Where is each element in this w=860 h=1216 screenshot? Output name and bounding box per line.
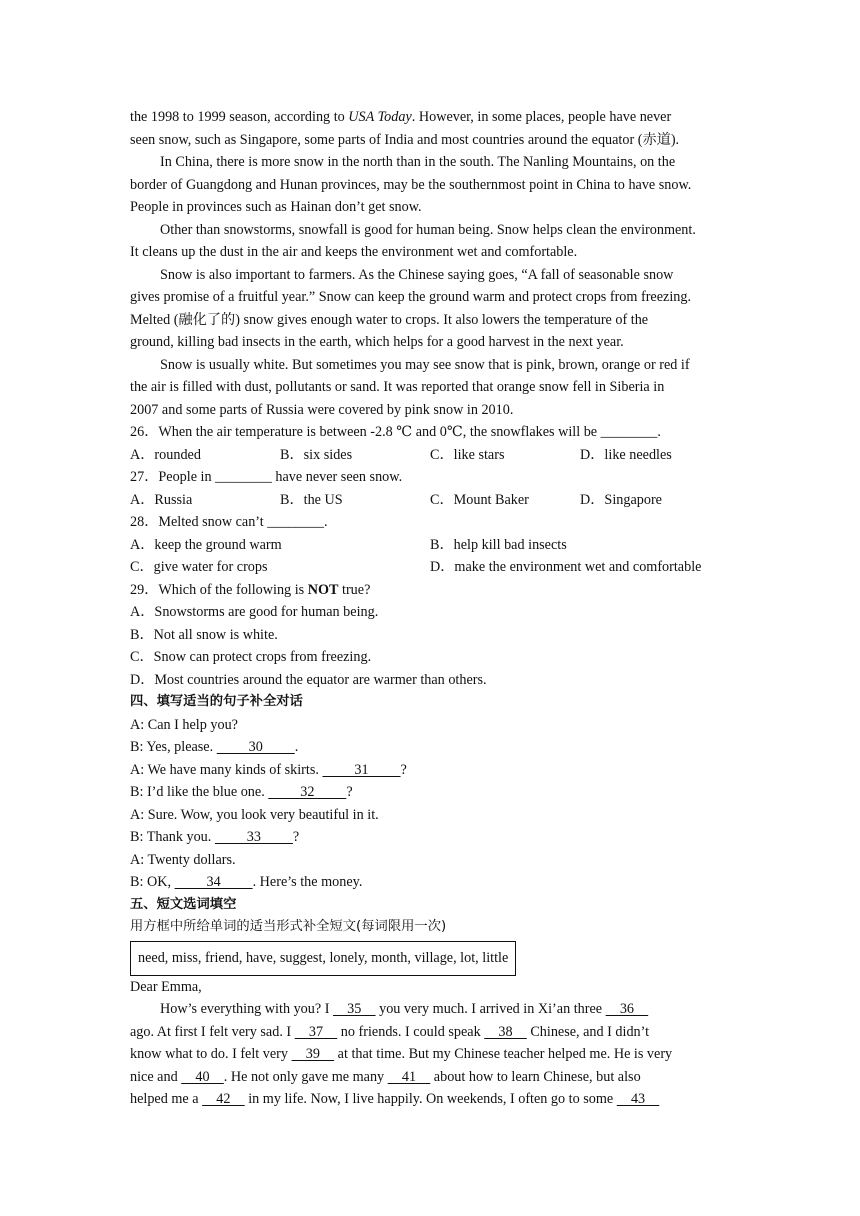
section-5-instruction: 用方框中所给单词的适当形式补全短文(每词限用一次): [130, 919, 447, 934]
question-29-stem: 29．Which of the following is NOT true?: [130, 581, 371, 598]
answer-blank[interactable]: 33: [214, 829, 293, 845]
option-a[interactable]: A．keep the ground warm: [130, 536, 282, 553]
reading-line: ground, killing bad insects in the earth, which helps for a good harvest in the next year.: [130, 334, 624, 350]
dialogue-line: B: Thank you. 33 ?: [130, 826, 736, 849]
answer-blank[interactable]: 30: [216, 739, 295, 755]
emphasis-not: NOT: [307, 581, 339, 598]
letter-line: ago. At first I felt very sad. I 37 no friends. I could speak 38 Chinese, and I didn’t: [130, 1021, 736, 1044]
answer-blank[interactable]: 34: [174, 874, 253, 890]
option-d[interactable]: D．Most countries around the equator are warmer than others.: [130, 671, 487, 688]
reading-line: the 1998 to 1999 season, according to USA Today. However, in some places, people have never: [130, 109, 672, 125]
option-a[interactable]: A．Russia: [130, 491, 193, 508]
document-content: [130, 106, 736, 1111]
option-a[interactable]: A．Snowstorms are good for human being.: [130, 604, 379, 620]
word-box: need, miss, friend, have, suggest, lonely, month, village, lot, little: [130, 941, 516, 976]
reading-line: Other than snowstorms, snowfall is good for human being. Snow helps clean the environment.: [160, 221, 696, 238]
option-b[interactable]: B．help kill bad insects: [430, 536, 567, 553]
answer-blank[interactable]: 36: [605, 1001, 649, 1017]
reading-line: border of Guangdong and Hunan provinces, may be the southernmost point in China to have snow.: [130, 176, 692, 193]
answer-blank[interactable]: 42: [202, 1091, 245, 1107]
letter-line: How’s everything with you? I 35 you very much. I arrived in Xi’an three 36: [130, 998, 736, 1021]
dialogue-line: A: We have many kinds of skirts. 31 ?: [130, 759, 736, 782]
answer-blank[interactable]: 31: [322, 761, 401, 778]
dialogue: [130, 714, 736, 894]
reading-line: seen snow, such as Singapore, some parts of India and most countries around the equator (赤道).: [130, 131, 680, 148]
option-b[interactable]: B．six sides: [280, 446, 353, 463]
answer-blank[interactable]: 43: [616, 1091, 660, 1107]
option-c[interactable]: C．give water for crops: [130, 559, 268, 575]
reading-line: Snow is usually white. But sometimes you may see snow that is pink, brown, orange or red if: [160, 356, 690, 373]
letter-line: helped me a 42 in my life. Now, I live happily. On weekends, I often go to some 43: [130, 1088, 736, 1111]
option-c[interactable]: C．Snow can protect crops from freezing.: [130, 649, 372, 665]
letter-line: nice and 40 . He not only gave me many 41 about how to learn Chinese, but also: [130, 1066, 736, 1089]
answer-blank[interactable]: 38: [484, 1023, 527, 1040]
dialogue-line: B: Yes, please. 30 .: [130, 736, 736, 759]
dialogue-line: B: OK, 34 . Here’s the money.: [130, 871, 736, 894]
question-27-options: [130, 489, 736, 512]
word-box-row: [130, 939, 736, 976]
option-a[interactable]: A．rounded: [130, 446, 201, 463]
reading-line: It cleans up the dust in the air and keeps the environment wet and comfortable.: [130, 244, 578, 260]
option-d[interactable]: D．like needles: [580, 446, 672, 463]
letter-line: know what to do. I felt very 39 at that time. But my Chinese teacher helped me. He is very: [130, 1043, 736, 1066]
reading-line: gives promise of a fruitful year.” Snow can keep the ground warm and protect crops from freezing.: [130, 289, 692, 305]
letter-salutation: Dear Emma,: [130, 978, 202, 995]
reading-line: Snow is also important to farmers. As the Chinese saying goes, “A fall of seasonable snow: [160, 266, 674, 283]
question-28-stem: 28．Melted snow can’t ________.: [130, 514, 328, 530]
option-c[interactable]: C．like stars: [430, 446, 505, 463]
option-b[interactable]: B．Not all snow is white.: [130, 626, 278, 643]
answer-blank[interactable]: 39: [291, 1046, 335, 1062]
option-b[interactable]: B．the US: [280, 491, 343, 508]
dialogue-line: B: I’d like the blue one. 32 ?: [130, 781, 736, 804]
reading-line: 2007 and some parts of Russia were covered by pink snow in 2010.: [130, 401, 514, 418]
question-28-options-ab: [130, 534, 736, 557]
question-26-options: [130, 444, 736, 467]
dialogue-line: A: Twenty dollars.: [130, 851, 236, 868]
letter-body: [130, 998, 736, 1111]
answer-blank[interactable]: 41: [387, 1068, 431, 1085]
source-title: USA Today: [348, 109, 412, 125]
section-4-title: 四、填写适当的句子补全对话: [130, 694, 303, 709]
answer-blank[interactable]: 37: [294, 1023, 338, 1040]
reading-line: the air is filled with dust, pollutants or sand. It was reported that orange snow fell in Siberia in: [130, 379, 665, 395]
question-28-options-cd: [130, 556, 736, 579]
option-c[interactable]: C．Mount Baker: [430, 491, 529, 508]
answer-blank[interactable]: 40: [181, 1068, 224, 1085]
reading-line: In China, there is more snow in the north than in the south. The Nanling Mountains, on the: [160, 154, 676, 170]
question-27-stem: 27．People in ________ have never seen snow.: [130, 469, 403, 485]
dialogue-line: A: Can I help you?: [130, 716, 238, 733]
option-d[interactable]: D．make the environment wet and comfortable: [430, 559, 702, 575]
answer-blank[interactable]: 35: [332, 1001, 376, 1017]
option-d[interactable]: D．Singapore: [580, 491, 662, 508]
answer-blank[interactable]: 32: [268, 784, 347, 800]
question-26-stem: 26．When the air temperature is between -2.8 ℃ and 0℃, the snowflakes will be ________.: [130, 424, 661, 440]
reading-line: Melted (融化了的) snow gives enough water to crops. It also lowers the temperature of the: [130, 311, 649, 328]
dialogue-line: A: Sure. Wow, you look very beautiful in it.: [130, 806, 379, 823]
section-5-title: 五、短文选词填空: [130, 896, 237, 912]
reading-line: People in provinces such as Hainan don’t get snow.: [130, 199, 422, 215]
